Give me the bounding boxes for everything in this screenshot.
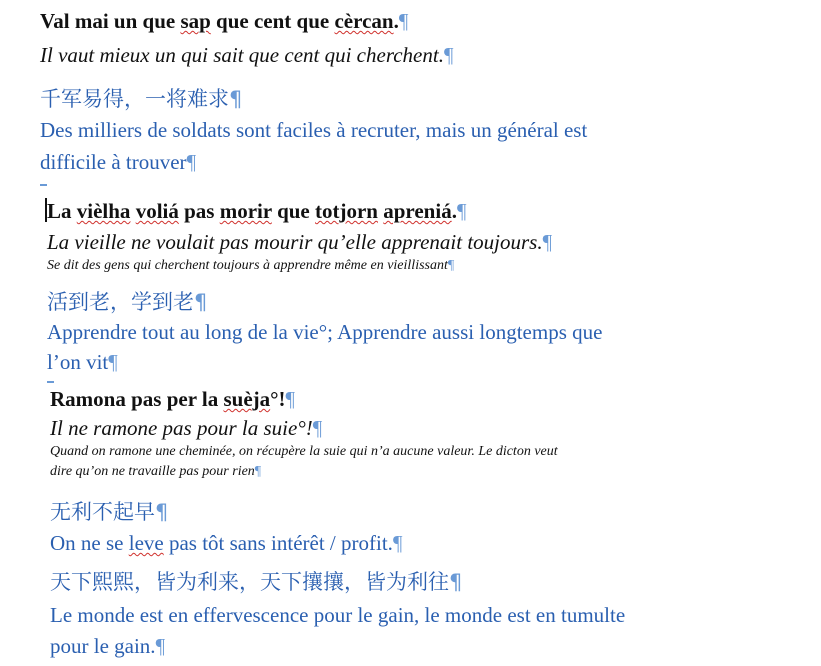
chinese-proverb-4 bbox=[50, 566, 462, 596]
pilcrow-mark: ¶ bbox=[155, 634, 166, 658]
translation-4-line-2 bbox=[50, 634, 165, 659]
text-run: l’on vit bbox=[47, 350, 109, 374]
pilcrow-mark: ¶ bbox=[449, 570, 463, 594]
empty-paragraph-mark bbox=[40, 184, 47, 186]
french-translation-3 bbox=[50, 416, 322, 441]
text-run: La vieille ne voulait pas mourir qu’elle apprenait toujours. bbox=[47, 230, 543, 254]
text-run: Il vaut mieux un qui sait que cent qui cherchent. bbox=[40, 43, 444, 67]
translation-2-line-1 bbox=[47, 320, 602, 345]
text-run: Des milliers de soldats sont faciles à recruter, mais un général est bbox=[40, 118, 588, 142]
translation-2-line-2 bbox=[47, 350, 118, 375]
text-run: 千军易得，一将难求 bbox=[40, 87, 229, 111]
text-run: La bbox=[47, 199, 77, 223]
text-run: Val mai un que bbox=[40, 9, 181, 33]
text-run: pas bbox=[178, 199, 220, 223]
pilcrow-mark: ¶ bbox=[392, 531, 403, 555]
translation-1-line-1 bbox=[40, 118, 587, 143]
pilcrow-mark: ¶ bbox=[108, 350, 118, 374]
text-run: pas tôt sans intérêt / profit. bbox=[163, 531, 393, 555]
text-run: que bbox=[271, 199, 315, 223]
pilcrow-mark: ¶ bbox=[155, 500, 169, 524]
text-run: Il ne ramone pas pour la suie°! bbox=[50, 416, 313, 440]
chinese-proverb-3 bbox=[50, 496, 168, 526]
text-run: . bbox=[393, 9, 399, 33]
text-run: Se dit des gens qui cherchent toujours à apprendre même en vieillissant bbox=[47, 258, 448, 273]
explanation-note-2 bbox=[47, 258, 454, 274]
explanation-note-3-line-2 bbox=[50, 464, 261, 480]
misspelled-word: vièlha bbox=[76, 199, 131, 223]
text-run: difficile à trouver bbox=[40, 150, 187, 174]
text-run: que cent que bbox=[210, 9, 335, 33]
misspelled-word: voliá bbox=[135, 199, 179, 223]
pilcrow-mark: ¶ bbox=[229, 87, 243, 111]
pilcrow-mark: ¶ bbox=[447, 258, 455, 273]
text-run: On ne se bbox=[50, 531, 129, 555]
explanation-note-3-line-1 bbox=[50, 444, 558, 460]
pilcrow-mark: ¶ bbox=[312, 416, 323, 440]
occitan-proverb-2 bbox=[47, 199, 466, 224]
french-translation-1 bbox=[40, 43, 453, 68]
pilcrow-mark: ¶ bbox=[194, 290, 208, 314]
translation-4-line-1 bbox=[50, 603, 625, 628]
misspelled-word: apreniá bbox=[383, 199, 452, 223]
misspelled-word: leve bbox=[128, 531, 164, 555]
misspelled-word: suèja bbox=[223, 387, 271, 411]
translation-1-line-2 bbox=[40, 150, 196, 175]
text-run: . bbox=[451, 199, 457, 223]
text-run: pour le gain. bbox=[50, 634, 156, 658]
empty-paragraph-mark bbox=[47, 381, 54, 383]
text-run: Le monde est en effervescence pour le gain, le monde est en tumulte bbox=[50, 603, 626, 627]
french-translation-2 bbox=[47, 230, 552, 255]
text-run: 天下熙熙，皆为利来，天下攘攘，皆为利往 bbox=[50, 570, 449, 594]
pilcrow-mark: ¶ bbox=[542, 230, 553, 254]
chinese-proverb-1 bbox=[40, 83, 242, 113]
pilcrow-mark: ¶ bbox=[443, 43, 454, 67]
text-run: °! bbox=[270, 387, 286, 411]
misspelled-word: morir bbox=[219, 199, 272, 223]
text-run: 活到老，学到老 bbox=[47, 290, 194, 314]
pilcrow-mark: ¶ bbox=[456, 199, 467, 223]
text-run: dire qu’on ne travaille pas pour rien bbox=[50, 464, 255, 479]
text-run: Apprendre tout au long de la vie°; Apprendre aussi longtemps que bbox=[47, 320, 603, 344]
misspelled-word: totjorn bbox=[315, 199, 378, 223]
occitan-proverb-1 bbox=[40, 9, 408, 34]
text-run: Quand on ramone une cheminée, on récupère la suie qui n’a aucune valeur. Le dicton veut bbox=[50, 444, 558, 459]
misspelled-word: sap bbox=[180, 9, 211, 33]
misspelled-word: cèrcan bbox=[334, 9, 394, 33]
text-run: Ramona pas per la bbox=[50, 387, 224, 411]
chinese-proverb-2 bbox=[47, 286, 207, 316]
translation-3 bbox=[50, 531, 402, 556]
pilcrow-mark: ¶ bbox=[254, 464, 262, 479]
pilcrow-mark: ¶ bbox=[398, 9, 409, 33]
occitan-proverb-3 bbox=[50, 387, 295, 412]
text-run: 无利不起早 bbox=[50, 500, 155, 524]
pilcrow-mark: ¶ bbox=[186, 150, 197, 174]
pilcrow-mark: ¶ bbox=[285, 387, 296, 411]
